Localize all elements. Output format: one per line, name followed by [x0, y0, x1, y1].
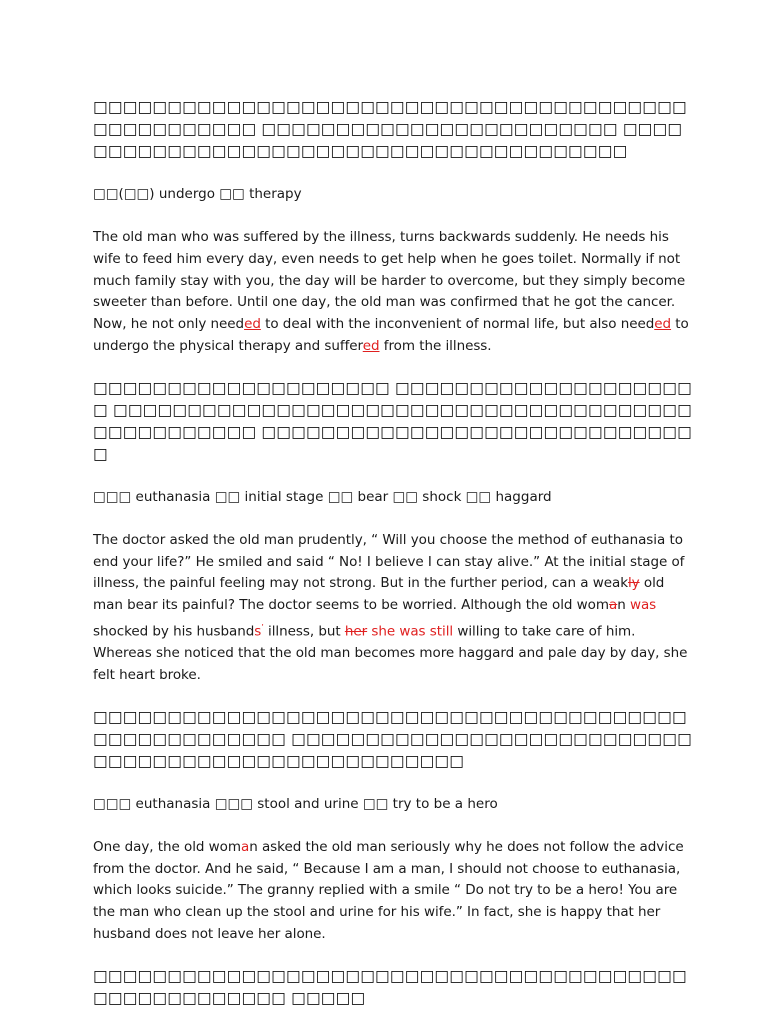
correction-mark: she was still: [371, 623, 454, 640]
text-run: The doctor asked the old man prudently, “ Will you choose the method of euthanasia to end your life?” He smiled and said “ No! I believe I can stay alive.” At the initial stage of illness, the painful feeling may not strong. But in the further period, can a weak: [93, 531, 685, 592]
chinese-paragraph-3: □□□□□□□□□□□□□□□□□□□□□□□□□□□□□□□□□□□□□□□□□□□□□□□□□□□□□ □□□□□□□□□□□□□□□□□□□□□□□□□□□□□□□□□□□□□□□□□□□□□□□□□□□□: [93, 707, 692, 770]
document-page: [93, 96, 693, 1009]
chinese-paragraph-2: □□□□□□□□□□□□□□□□□□□□ □□□□□□□□□□□□□□□□□□□□□ □□□□□□□□□□□□□□□□□□□□□□□□□□□□□□□□□□□□□□□□□□□□□□□□□□ □□□□□□□□□□□□□□□□□□□□□□□□□□□□□□: [93, 378, 692, 463]
chinese-paragraph-1: □□□□□□□□□□□□□□□□□□□□□□□□□□□□□□□□□□□□□□□□□□□□□□□□□□□ □□□□□□□□□□□□□□□□□□□□□□□□ □□□□□□□□□□□□□□□□□□□□□□□□□□□□□□□□□□□□□□□□: [93, 98, 687, 160]
text-run: The old man who was suffered by the illness, turns backwards suddenly. He needs his wife to feed him every day, even needs to get help when he goes toilet. Normally if not much family stay with you, the day will be harder to overcome, but they simply become sweeter than before. Until one day, the old man was confirmed that he got the cancer. Now, he not only need: [93, 229, 686, 333]
text-run: willing to take care of him. Whereas she noticed that the old man becomes more haggard and pale day by day, she felt heart broke.: [93, 623, 688, 684]
text-run: n: [617, 597, 630, 614]
correction-mark: s: [254, 623, 262, 640]
english-paragraph-1: [93, 227, 693, 358]
text-run: to undergo the physical therapy and suffer: [93, 316, 689, 354]
english-paragraph-3: [93, 837, 693, 946]
text-run: n asked the old man seriously why he does not follow the advice from the doctor. And he said, “ Because I am a man, I should not choose to euthanasia, which looks suicide.” The granny replied with a smile “ Do not try to be a hero! You are the man who clean up the stool and urine for his wife.” In fact, she is happy that her husband does not leave her alone.: [93, 838, 684, 943]
text-run: to deal with the inconvenient of normal life, but also need: [260, 316, 655, 333]
text-run: shocked by his husband: [93, 623, 255, 640]
text-run: from the illness.: [379, 337, 492, 354]
correction-mark: ’: [261, 622, 264, 632]
vocab-line-1: □□(□□) undergo □□ therapy: [93, 186, 302, 202]
text-run: One day, the old wom: [93, 838, 241, 855]
correction-mark: was: [629, 597, 657, 614]
text-run: old man bear its painful? The doctor seems to be worried. Although the old wom: [93, 575, 665, 614]
chinese-paragraph-4: □□□□□□□□□□□□□□□□□□□□□□□□□□□□□□□□□□□□□□□□□□□□□□□□□□□□□ □□□□□: [93, 966, 687, 1007]
text-run: illness, but: [263, 623, 345, 640]
correction-mark: ed: [362, 337, 380, 354]
vocab-line-2: □□□ euthanasia □□ initial stage □□ bear □□ shock □□ haggard: [93, 488, 552, 505]
vocab-line-3: □□□ euthanasia □□□ stool and urine □□ try to be a hero: [93, 795, 498, 812]
english-paragraph-2: [93, 530, 693, 687]
correction-mark: her: [344, 623, 368, 640]
correction-mark: a: [240, 838, 250, 855]
correction-mark: ed: [654, 316, 672, 333]
correction-mark: ly: [627, 575, 640, 592]
correction-mark: ed: [244, 316, 261, 333]
correction-mark: a: [608, 597, 618, 614]
